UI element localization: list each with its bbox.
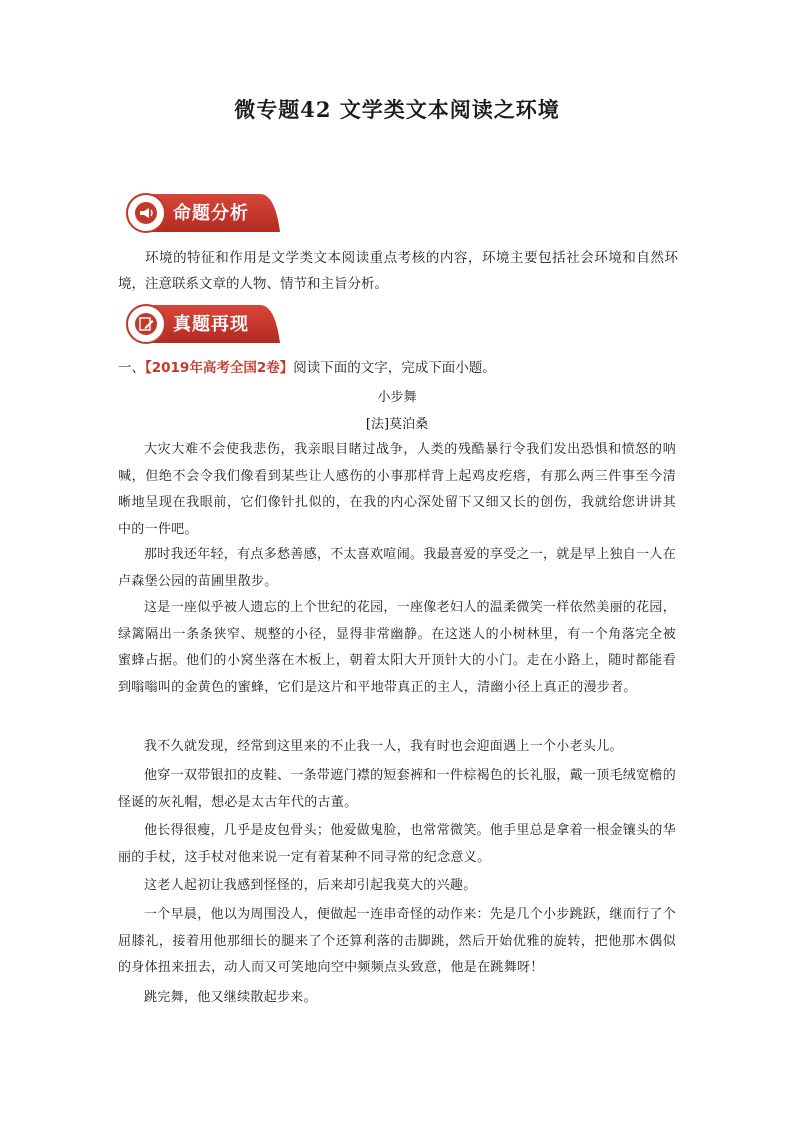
section-banner-analysis xyxy=(125,192,282,234)
question-instruction: 阅读下面的文字，完成下面小题。 xyxy=(293,360,496,376)
story-paragraph: 大灾大难不会使我悲伤，我亲眼目睹过战争，人类的残酷暴行令我们发出恐惧和愤怒的呐喊，但绝不会令我们像看到某些让人感伤的小事那样背上起鸡皮疙瘩，有那么两三件事至今清晰地呈现在我眼前，它们像针扎似的，在我的内心深处留下又细又长的创伤，我就给您讲讲其中的一件吧。 xyxy=(118,442,676,537)
story-paragraph: 那时我还年轻，有点多愁善感，不太喜欢喧闹。我最喜爱的享受之一，就是早上独自一人在卢森堡公园的苗圃里散步。 xyxy=(118,547,677,589)
section-label: 命题分析 xyxy=(173,203,249,224)
pencil-paper-icon xyxy=(134,312,158,336)
section-label: 真题再现 xyxy=(173,314,249,335)
story-paragraph: 这老人起初让我感到怪怪的，后来却引起我莫大的兴趣。 xyxy=(144,878,477,893)
section-banner-review xyxy=(125,303,282,345)
story-paragraph: 他穿一双带银扣的皮鞋、一条带遮门襟的短套裤和一件棕褐色的长礼服，戴一顶毛绒宽檐的怪诞的灰礼帽，想必是太古年代的古董。 xyxy=(118,768,677,810)
analysis-text: 环境的特征和作用是文学类文本阅读重点考核的内容，环境主要包括社会环境和自然环境，注意联系文章的人物、情节和主旨分析。 xyxy=(118,250,678,292)
story-paragraph: 跳完舞，他又继续散起步来。 xyxy=(144,990,317,1005)
story-paragraph: 我不久就发现，经常到这里来的不止我一人，我有时也会迎面遇上一个小老头儿。 xyxy=(144,739,623,754)
story-paragraph: 一个早晨，他以为周围没人，便做起一连串奇怪的动作来：先是几个小步跳跃，继而行了个屈膝礼，接着用他那细长的腿来了个还算利落的击脚跳，然后开始优雅的旋转，把他那木偶似的身体扭来扭去，动人而又可笑地向空中频频点头致意，他是在跳舞呀！ xyxy=(118,907,677,975)
story-author: [法]莫泊桑 xyxy=(365,417,429,432)
story-paragraph: 这是一座似乎被人遗忘的上个世纪的花园，一座像老妇人的温柔微笑一样依然美丽的花园，绿篱隔出一条条狭窄、规整的小径，显得非常幽静。在这迷人的小树林里，有一个角落完全被蜜蜂占据。他们的小窝坐落在木板上，朝着太阳大开顶针大的小门。走在小路上，随时都能看到嗡嗡叫的金黄色的蜜蜂，它们是这片和平地带真正的主人，清幽小径上真正的漫步者。 xyxy=(118,600,677,695)
page-title: 微专题42 文学类文本阅读之环境 xyxy=(234,97,560,122)
story-paragraph: 他长得很瘦，几乎是皮包骨头；他爱做鬼脸，也常常微笑。他手里总是拿着一根金镶头的华丽的手杖，这手杖对他来说一定有着某种不同寻常的纪念意义。 xyxy=(118,823,677,865)
question-prefix: 一、 xyxy=(118,360,145,376)
question-source: 【2019年高考全国2卷】 xyxy=(145,360,294,376)
story-title: 小步舞 xyxy=(377,390,417,405)
question-line xyxy=(118,356,496,376)
megaphone-icon xyxy=(134,201,158,225)
